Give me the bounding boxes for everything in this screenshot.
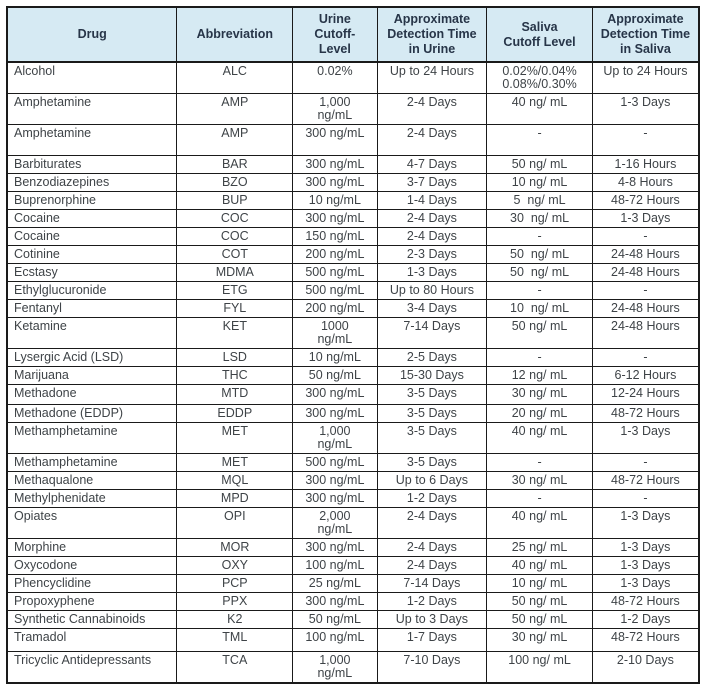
- cell-saliva_cutoff: 40 ng/ mL: [487, 557, 593, 575]
- cell-urine_cutoff: 300 ng/mL: [293, 405, 377, 423]
- cell-drug: Ethylglucuronide: [7, 282, 177, 300]
- cell-abbreviation: OPI: [177, 508, 293, 539]
- cell-urine_detection: 3-5 Days: [377, 385, 487, 405]
- cell-urine_cutoff: 500 ng/mL: [293, 264, 377, 282]
- column-header-saliva_detection: Approximate Detection Time in Saliva: [592, 7, 699, 62]
- cell-urine_detection: 3-7 Days: [377, 174, 487, 192]
- cell-saliva_detection: -: [592, 125, 699, 156]
- cell-abbreviation: KET: [177, 318, 293, 349]
- cell-saliva_detection: 2-10 Days: [592, 652, 699, 684]
- cell-urine_cutoff: 300 ng/mL: [293, 593, 377, 611]
- cell-urine_cutoff: 200 ng/mL: [293, 300, 377, 318]
- cell-abbreviation: BUP: [177, 192, 293, 210]
- table-row: [7, 611, 699, 629]
- cell-urine_detection: 4-7 Days: [377, 156, 487, 174]
- column-header-saliva_cutoff: Saliva Cutoff Level: [487, 7, 593, 62]
- cell-abbreviation: MET: [177, 423, 293, 454]
- cell-saliva_cutoff: 50 ng/ mL: [487, 611, 593, 629]
- cell-abbreviation: MTD: [177, 385, 293, 405]
- cell-urine_detection: 1-2 Days: [377, 490, 487, 508]
- cell-urine_cutoff: 1000 ng/mL: [293, 318, 377, 349]
- cell-urine_cutoff: 500 ng/mL: [293, 282, 377, 300]
- cell-saliva_cutoff: 0.02%/0.04% 0.08%/0.30%: [487, 62, 593, 94]
- cell-urine_detection: 3-4 Days: [377, 300, 487, 318]
- cell-urine_cutoff: 10 ng/mL: [293, 192, 377, 210]
- table-row: [7, 539, 699, 557]
- cell-abbreviation: PCP: [177, 575, 293, 593]
- table-row: [7, 508, 699, 539]
- cell-urine_cutoff: 300 ng/mL: [293, 210, 377, 228]
- cell-urine_cutoff: 300 ng/mL: [293, 174, 377, 192]
- cell-saliva_cutoff: 50 ng/ mL: [487, 156, 593, 174]
- cell-urine_cutoff: 1,000 ng/mL: [293, 652, 377, 684]
- cell-saliva_cutoff: 50 ng/ mL: [487, 264, 593, 282]
- cell-saliva_detection: -: [592, 282, 699, 300]
- cell-urine_detection: 1-3 Days: [377, 264, 487, 282]
- table-row: [7, 652, 699, 684]
- cell-urine_cutoff: 1,000 ng/mL: [293, 423, 377, 454]
- cell-urine_detection: 2-4 Days: [377, 94, 487, 125]
- cell-saliva_cutoff: 30 ng/ mL: [487, 472, 593, 490]
- cell-saliva_cutoff: -: [487, 125, 593, 156]
- column-header-drug: Drug: [7, 7, 177, 62]
- cell-urine_cutoff: 500 ng/mL: [293, 454, 377, 472]
- cell-saliva_detection: 1-3 Days: [592, 508, 699, 539]
- table-row: [7, 246, 699, 264]
- cell-abbreviation: MET: [177, 454, 293, 472]
- cell-urine_cutoff: 150 ng/mL: [293, 228, 377, 246]
- table-row: [7, 454, 699, 472]
- cell-saliva_cutoff: 10 ng/ mL: [487, 174, 593, 192]
- cell-saliva_cutoff: 10 ng/ mL: [487, 300, 593, 318]
- table-row: [7, 367, 699, 385]
- table-row: [7, 593, 699, 611]
- cell-drug: Benzodiazepines: [7, 174, 177, 192]
- cell-saliva_detection: 48-72 Hours: [592, 629, 699, 652]
- cell-drug: Buprenorphine: [7, 192, 177, 210]
- cell-saliva_detection: 12-24 Hours: [592, 385, 699, 405]
- cell-abbreviation: K2: [177, 611, 293, 629]
- cell-saliva_detection: 24-48 Hours: [592, 246, 699, 264]
- cell-saliva_detection: 1-3 Days: [592, 94, 699, 125]
- cell-saliva_cutoff: 50 ng/ mL: [487, 318, 593, 349]
- cell-abbreviation: MDMA: [177, 264, 293, 282]
- cell-saliva_detection: -: [592, 490, 699, 508]
- cell-urine_detection: Up to 3 Days: [377, 611, 487, 629]
- cell-urine_detection: 2-4 Days: [377, 508, 487, 539]
- table-row: [7, 629, 699, 652]
- cell-urine_detection: 7-14 Days: [377, 575, 487, 593]
- cell-saliva_detection: -: [592, 349, 699, 367]
- cell-drug: Methadone (EDDP): [7, 405, 177, 423]
- table-row: [7, 318, 699, 349]
- cell-saliva_cutoff: -: [487, 454, 593, 472]
- table-row: [7, 557, 699, 575]
- cell-drug: Marijuana: [7, 367, 177, 385]
- column-header-urine_cutoff: Urine Cutoff- Level: [293, 7, 377, 62]
- cell-abbreviation: MOR: [177, 539, 293, 557]
- cell-urine_detection: 1-7 Days: [377, 629, 487, 652]
- cell-saliva_detection: 1-3 Days: [592, 539, 699, 557]
- cell-abbreviation: COC: [177, 228, 293, 246]
- cell-saliva_cutoff: -: [487, 490, 593, 508]
- cell-saliva_detection: -: [592, 228, 699, 246]
- cell-abbreviation: FYL: [177, 300, 293, 318]
- cell-urine_detection: 3-5 Days: [377, 454, 487, 472]
- cell-drug: Tricyclic Antidepressants: [7, 652, 177, 684]
- cell-abbreviation: PPX: [177, 593, 293, 611]
- cell-abbreviation: OXY: [177, 557, 293, 575]
- cell-saliva_detection: 1-3 Days: [592, 575, 699, 593]
- cell-urine_cutoff: 0.02%: [293, 62, 377, 94]
- cell-urine_detection: Up to 80 Hours: [377, 282, 487, 300]
- cell-saliva_cutoff: 50 ng/ mL: [487, 246, 593, 264]
- cell-abbreviation: MPD: [177, 490, 293, 508]
- cell-saliva_detection: 1-3 Days: [592, 210, 699, 228]
- cell-drug: Phencyclidine: [7, 575, 177, 593]
- cell-urine_cutoff: 300 ng/mL: [293, 385, 377, 405]
- cell-urine_detection: Up to 24 Hours: [377, 62, 487, 94]
- cell-abbreviation: AMP: [177, 125, 293, 156]
- cell-drug: Synthetic Cannabinoids: [7, 611, 177, 629]
- cell-saliva_cutoff: 30 ng/ mL: [487, 210, 593, 228]
- table-row: [7, 125, 699, 156]
- cell-urine_detection: 2-5 Days: [377, 349, 487, 367]
- cell-drug: Methamphetamine: [7, 454, 177, 472]
- cell-urine_detection: 7-10 Days: [377, 652, 487, 684]
- cell-drug: Fentanyl: [7, 300, 177, 318]
- table-body: [7, 62, 699, 683]
- cell-drug: Tramadol: [7, 629, 177, 652]
- table-row: [7, 300, 699, 318]
- cell-saliva_cutoff: 12 ng/ mL: [487, 367, 593, 385]
- cell-urine_detection: 1-4 Days: [377, 192, 487, 210]
- table-row: [7, 210, 699, 228]
- cell-urine_cutoff: 300 ng/mL: [293, 156, 377, 174]
- cell-saliva_cutoff: 30 ng/ mL: [487, 385, 593, 405]
- cell-saliva_cutoff: 100 ng/ mL: [487, 652, 593, 684]
- cell-saliva_detection: 48-72 Hours: [592, 472, 699, 490]
- cell-abbreviation: THC: [177, 367, 293, 385]
- cell-saliva_cutoff: -: [487, 228, 593, 246]
- table-row: [7, 62, 699, 94]
- cell-urine_detection: 2-4 Days: [377, 210, 487, 228]
- cell-saliva_cutoff: 20 ng/ mL: [487, 405, 593, 423]
- cell-saliva_detection: -: [592, 454, 699, 472]
- cell-saliva_detection: 24-48 Hours: [592, 300, 699, 318]
- cell-saliva_cutoff: 5 ng/ mL: [487, 192, 593, 210]
- cell-abbreviation: MQL: [177, 472, 293, 490]
- table-row: [7, 192, 699, 210]
- column-header-abbreviation: Abbreviation: [177, 7, 293, 62]
- cell-drug: Methamphetamine: [7, 423, 177, 454]
- cell-saliva_cutoff: 30 ng/ mL: [487, 629, 593, 652]
- cell-urine_cutoff: 50 ng/mL: [293, 611, 377, 629]
- cell-drug: Morphine: [7, 539, 177, 557]
- table-row: [7, 575, 699, 593]
- cell-saliva_detection: 4-8 Hours: [592, 174, 699, 192]
- cell-abbreviation: TCA: [177, 652, 293, 684]
- cell-drug: Propoxyphene: [7, 593, 177, 611]
- cell-urine_detection: 1-2 Days: [377, 593, 487, 611]
- cell-urine_cutoff: 50 ng/mL: [293, 367, 377, 385]
- cell-drug: Barbiturates: [7, 156, 177, 174]
- cell-urine_detection: 15-30 Days: [377, 367, 487, 385]
- cell-urine_detection: 2-4 Days: [377, 539, 487, 557]
- cell-urine_detection: 2-4 Days: [377, 557, 487, 575]
- cell-abbreviation: COC: [177, 210, 293, 228]
- table-row: [7, 228, 699, 246]
- table-row: [7, 94, 699, 125]
- cell-saliva_detection: 24-48 Hours: [592, 318, 699, 349]
- table-row: [7, 156, 699, 174]
- cell-urine_cutoff: 100 ng/mL: [293, 557, 377, 575]
- cell-urine_detection: 2-4 Days: [377, 228, 487, 246]
- cell-abbreviation: BZO: [177, 174, 293, 192]
- cell-urine_detection: 2-3 Days: [377, 246, 487, 264]
- cell-urine_cutoff: 100 ng/mL: [293, 629, 377, 652]
- cell-urine_cutoff: 200 ng/mL: [293, 246, 377, 264]
- cell-urine_detection: 3-5 Days: [377, 405, 487, 423]
- cell-urine_cutoff: 300 ng/mL: [293, 125, 377, 156]
- cell-drug: Cotinine: [7, 246, 177, 264]
- cell-urine_cutoff: 25 ng/mL: [293, 575, 377, 593]
- cell-urine_detection: 7-14 Days: [377, 318, 487, 349]
- cell-urine_cutoff: 10 ng/mL: [293, 349, 377, 367]
- cell-saliva_cutoff: -: [487, 282, 593, 300]
- cell-abbreviation: TML: [177, 629, 293, 652]
- cell-saliva_cutoff: 40 ng/ mL: [487, 94, 593, 125]
- cell-abbreviation: ETG: [177, 282, 293, 300]
- cell-drug: Opiates: [7, 508, 177, 539]
- cell-saliva_cutoff: -: [487, 349, 593, 367]
- cell-abbreviation: ALC: [177, 62, 293, 94]
- cell-urine_detection: 3-5 Days: [377, 423, 487, 454]
- cell-abbreviation: BAR: [177, 156, 293, 174]
- cell-saliva_cutoff: 40 ng/ mL: [487, 423, 593, 454]
- table-row: [7, 349, 699, 367]
- table-row: [7, 405, 699, 423]
- column-header-urine_detection: Approximate Detection Time in Urine: [377, 7, 487, 62]
- cell-drug: Alcohol: [7, 62, 177, 94]
- table-row: [7, 264, 699, 282]
- cell-urine_cutoff: 300 ng/mL: [293, 539, 377, 557]
- table-row: [7, 282, 699, 300]
- cell-drug: Ketamine: [7, 318, 177, 349]
- cell-drug: Lysergic Acid (LSD): [7, 349, 177, 367]
- cell-abbreviation: LSD: [177, 349, 293, 367]
- cell-saliva_detection: 48-72 Hours: [592, 192, 699, 210]
- cell-saliva_cutoff: 40 ng/ mL: [487, 508, 593, 539]
- cell-saliva_detection: 1-2 Days: [592, 611, 699, 629]
- cell-saliva_detection: 1-3 Days: [592, 557, 699, 575]
- table-header: [7, 7, 699, 62]
- cell-saliva_detection: 1-16 Hours: [592, 156, 699, 174]
- cell-drug: Ecstasy: [7, 264, 177, 282]
- cell-drug: Methaqualone: [7, 472, 177, 490]
- cell-saliva_detection: 6-12 Hours: [592, 367, 699, 385]
- cell-urine_cutoff: 300 ng/mL: [293, 490, 377, 508]
- cell-saliva_cutoff: 50 ng/ mL: [487, 593, 593, 611]
- cell-drug: Cocaine: [7, 228, 177, 246]
- cell-saliva_cutoff: 25 ng/ mL: [487, 539, 593, 557]
- table-row: [7, 472, 699, 490]
- table-row: [7, 385, 699, 405]
- cell-drug: Methylphenidate: [7, 490, 177, 508]
- cell-saliva_cutoff: 10 ng/ mL: [487, 575, 593, 593]
- cell-urine_detection: 2-4 Days: [377, 125, 487, 156]
- cell-urine_detection: Up to 6 Days: [377, 472, 487, 490]
- table-row: [7, 423, 699, 454]
- header-row: [7, 7, 699, 62]
- table-row: [7, 174, 699, 192]
- cell-urine_cutoff: 300 ng/mL: [293, 472, 377, 490]
- cell-urine_cutoff: 2,000 ng/mL: [293, 508, 377, 539]
- table-row: [7, 490, 699, 508]
- cell-drug: Cocaine: [7, 210, 177, 228]
- cell-saliva_detection: 1-3 Days: [592, 423, 699, 454]
- cell-drug: Amphetamine: [7, 94, 177, 125]
- cell-saliva_detection: 24-48 Hours: [592, 264, 699, 282]
- cell-urine_cutoff: 1,000 ng/mL: [293, 94, 377, 125]
- cell-drug: Methadone: [7, 385, 177, 405]
- cell-drug: Amphetamine: [7, 125, 177, 156]
- cell-drug: Oxycodone: [7, 557, 177, 575]
- cell-abbreviation: AMP: [177, 94, 293, 125]
- cell-abbreviation: COT: [177, 246, 293, 264]
- cell-saliva_detection: Up to 24 Hours: [592, 62, 699, 94]
- cell-abbreviation: EDDP: [177, 405, 293, 423]
- cell-saliva_detection: 48-72 Hours: [592, 593, 699, 611]
- drug-test-reference-table: [6, 6, 700, 684]
- cell-saliva_detection: 48-72 Hours: [592, 405, 699, 423]
